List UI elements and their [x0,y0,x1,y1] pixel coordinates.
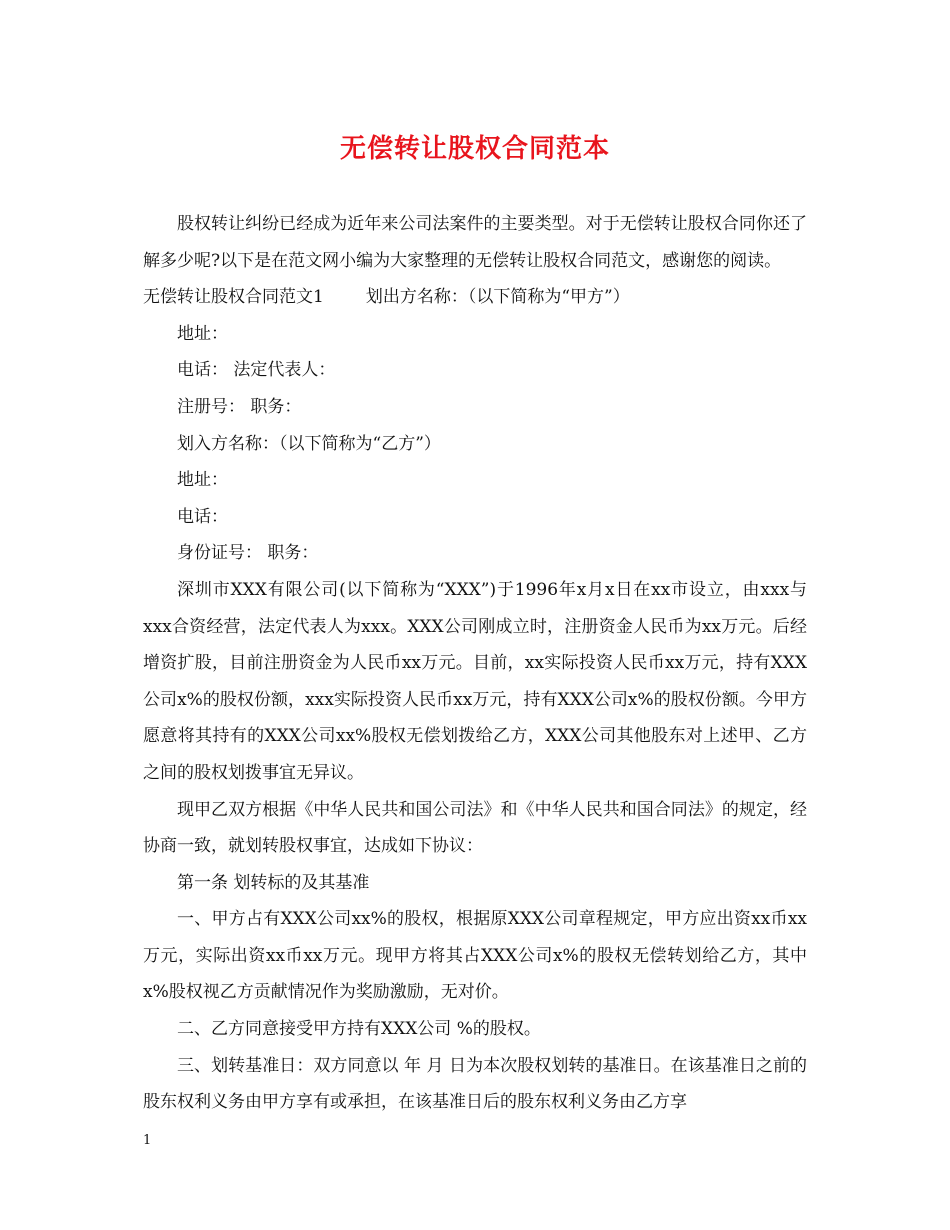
intro-paragraph: 股权转让纠纷已经成为近年来公司法案件的主要类型。对于无偿转让股权合同你还了解多少呢?以下是在范文网小编为大家整理的无偿转让股权合同范文，感谢您的阅读。 [143,214,807,271]
party-b-id: 身份证号： 职务： [177,543,319,564]
page-number: 1 [143,1133,152,1148]
article-1-heading: 第一条 划转标的及其基准 [177,872,370,893]
document-title: 无偿转让股权合同范本 [339,134,610,164]
party-a-registration: 注册号： 职务： [177,396,302,417]
party-b-address: 地址： [177,470,228,491]
article-1-item-1: 一、甲方占有XXX公司xx%的股权，根据原XXX公司章程规定，甲方应出资xx币xx万元，实际出资xx币xx万元。现甲方将其占XXX公司x%的股权无偿转划给乙方，其中x%股权视乙方贡献情况作为奖励激励，无对价。 [143,909,807,1003]
party-a-phone: 电话： 法定代表人： [177,360,336,381]
sample-heading-line [143,279,807,316]
party-b-name: 划入方名称：（以下简称为“乙方”） [177,433,441,454]
party-b-phone: 电话： [177,506,228,527]
agreement-paragraph: 现甲乙双方根据《中华人民共和国公司法》和《中华人民共和国合同法》的规定，经协商一致，就划转股权事宜，达成如下协议： [143,799,807,857]
sample-heading: 无偿转让股权合同范文1 [143,287,324,308]
party-a-name: 划出方名称：（以下简称为“甲方”） [365,287,630,308]
article-1-item-2: 二、乙方同意接受甲方持有XXX公司 %的股权。 [177,1019,541,1040]
article-1-item-3: 三、划转基准日：双方同意以 年 月 日为本次股权划转的基准日。在该基准日之前的股东权利义务由甲方享有或承担，在该基准日后的股东权利义务由乙方享 [143,1055,807,1113]
background-paragraph: 深圳市XXX有限公司(以下简称为“XXX”)于1996年x月x日在xx市设立，由xxx与xxx合资经营，法定代表人为xxx。XXX公司刚成立时，注册资金人民币为xx万元。后经增资扩股，目前注册资金为人民币xx万元。目前，xx实际投资人民币xx万元，持有XXX公司x%的股权份额，xxx实际投资人民币xx万元，持有XXX公司x%的股权份额。今甲方愿意将其持有的XXX公司xx%股权无偿划拨给乙方，XXX公司其他股东对上述甲、乙方之间的股权划拨事宜无异议。 [143,579,807,783]
party-a-address: 地址： [177,323,228,344]
document-body [143,206,807,1121]
